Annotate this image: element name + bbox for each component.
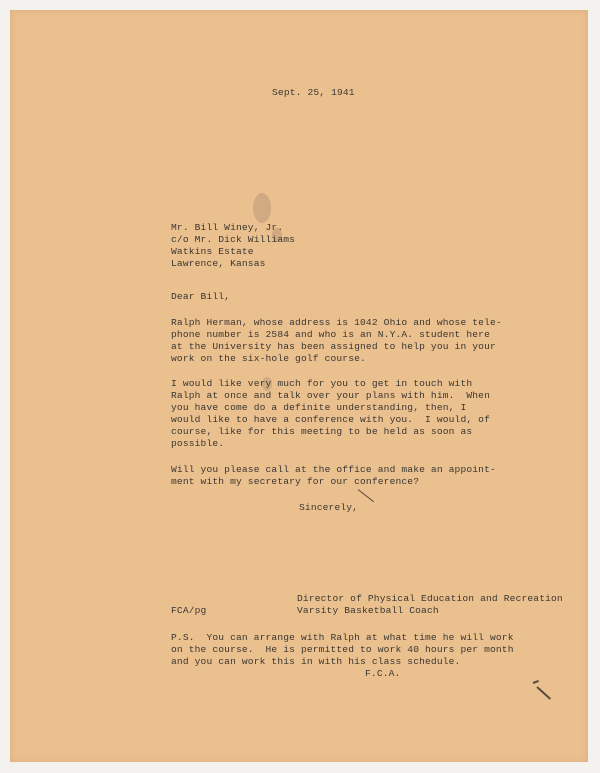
closing: Sincerely,	[299, 502, 359, 513]
address-line: Watkins Estate	[171, 246, 254, 257]
postscript-line: and you can work this in with his class schedule.	[171, 656, 461, 667]
postscript-initials: F.C.A.	[365, 668, 401, 679]
body-line: course, like for this meeting to be held as soon as	[171, 426, 473, 437]
postscript-line: P.S. You can arrange with Ralph at what time he will work	[171, 632, 514, 643]
body-line: phone number is 2584 and who is an N.Y.A. student here	[171, 329, 490, 340]
pen-stroke	[533, 680, 539, 684]
address-line: c/o Mr. Dick Williams	[171, 234, 296, 245]
body-line: I would like very much for you to get in touch with	[171, 378, 473, 389]
body-line: ment with my secretary for our conference?	[171, 476, 420, 487]
signature-title: Director of Physical Education and Recreation	[297, 593, 563, 604]
body-line: would like to have a conference with you. I would, of	[171, 414, 490, 425]
ink-smudge	[253, 193, 271, 223]
address-line: Mr. Bill Winey, Jr.	[171, 222, 284, 233]
body-line: Ralph Herman, whose address is 1042 Ohio and whose tele-	[171, 317, 502, 328]
pen-stroke	[536, 686, 551, 700]
salutation: Dear Bill,	[171, 291, 231, 302]
typist-initials: FCA/pg	[171, 605, 207, 616]
body-line: you have come do a definite understanding, then, I	[171, 402, 467, 413]
body-line: work on the six-hole golf course.	[171, 353, 366, 364]
body-line: possible.	[171, 438, 225, 449]
letter-date: Sept. 25, 1941	[272, 87, 355, 98]
body-line: Will you please call at the office and make an appoint-	[171, 464, 496, 475]
body-line: Ralph at once and talk over your plans with him. When	[171, 390, 490, 401]
signature-title: Varsity Basketball Coach	[297, 605, 439, 616]
body-line: at the University has been assigned to help you in your	[171, 341, 496, 352]
postscript-line: on the course. He is permitted to work 40 hours per month	[171, 644, 514, 655]
letter-page	[10, 10, 588, 762]
pen-stroke	[358, 489, 374, 502]
address-line: Lawrence, Kansas	[171, 258, 266, 269]
